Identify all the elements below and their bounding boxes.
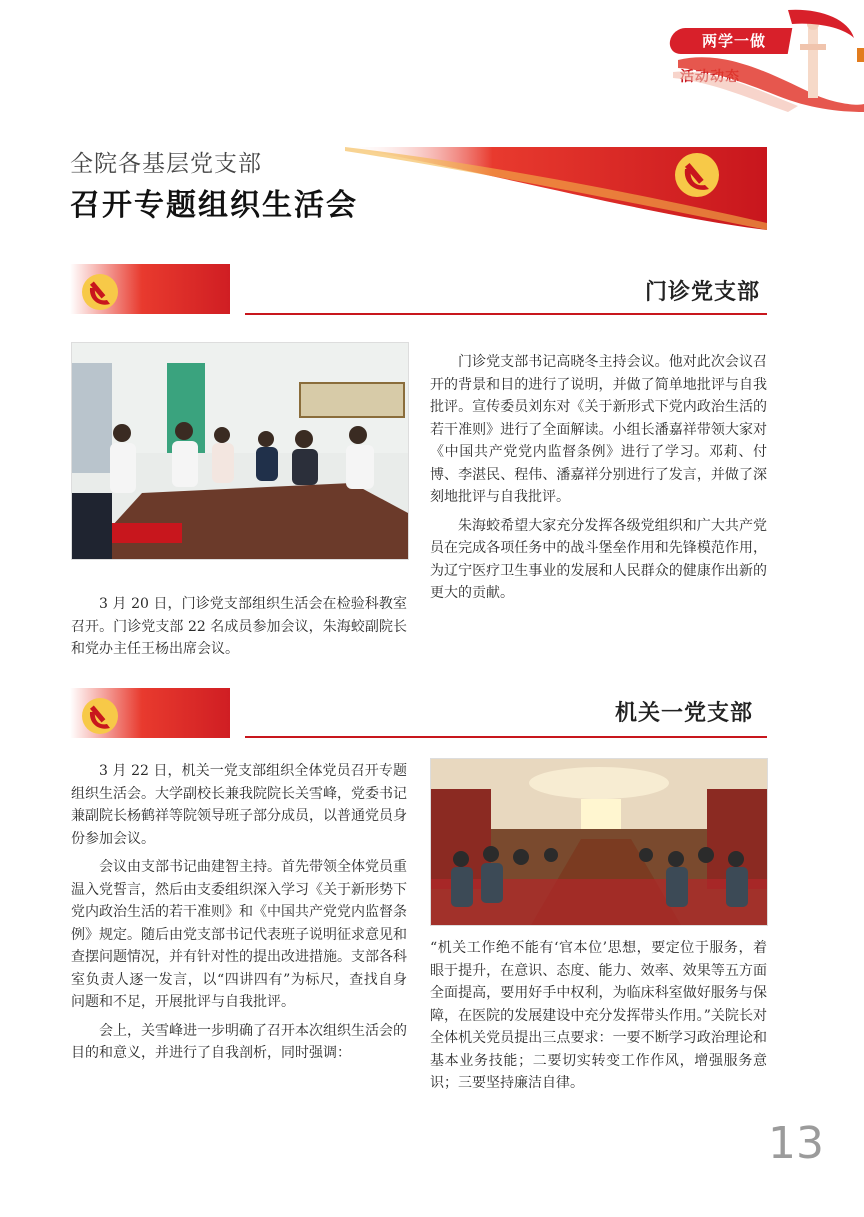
section1-flag <box>70 264 230 314</box>
section2-flag <box>70 688 230 738</box>
section1-divider <box>245 313 767 315</box>
section2-title: 机关一党支部 <box>615 700 754 726</box>
section1-right-paragraph: 门诊党支部书记高晓冬主持会议。他对此次会议召开的背景和目的进行了说明，并做了简单地批评与自我批评。宣传委员刘东对《关于新形式下党内政治生活的若干准则》进行了全面解读。小组长潘嘉祥带领大家对《中国共产党党内监督条例》进行了学习。邓莉、付博、李湛民、程伟、潘嘉祥分别进行了发言，并做了深刻地批评与自我批评。 <box>430 354 767 505</box>
section2-left-paragraph: 会上，关雪峰进一步明确了召开本次组织生活会的目的和意义，并进行了自我剖析，同时强调： <box>71 1022 407 1061</box>
header-red-ribbon <box>345 145 767 230</box>
section2-left-text <box>71 760 407 1071</box>
section1-right-text <box>430 351 767 611</box>
huabiao-column-icon <box>800 18 826 98</box>
section1-left-text <box>71 593 407 667</box>
section1-left-paragraph: 3 月 20 日，门诊党支部组织生活会在检验科教室召开。门诊党支部 22 名成员参加会议，朱海蛟副院长和党办主任王杨出席会议。 <box>71 596 407 657</box>
party-emblem-icon <box>82 274 118 310</box>
section2-right-text <box>430 937 767 1101</box>
section2-left-paragraph: 会议由支部书记曲建智主持。首先带领全体党员重温入党誓言，然后由支委组织深入学习《关于新形势下党内政治生活的若干准则》和《中国共产党党内监督条例》规定。随后由党支部书记代表班子说明征求意见和查摆问题情况，并有针对性的提出改进措施。支部各科室负责人逐一发言，以“四讲四有”为标尺，查找自身问题和不足，开展批评与自我批评。 <box>71 859 407 1010</box>
section2-left-paragraph: 3 月 22 日，机关一党支部组织全体党员召开专题组织生活会。大学副校长兼我院院长关雪峰，党委书记兼副院长杨鹤祥等院领导班子部分成员，以普通党员身份参加会议。 <box>71 763 407 847</box>
party-emblem-icon <box>675 153 719 197</box>
party-emblem-icon <box>82 698 118 734</box>
section2-divider <box>245 736 767 738</box>
section1-meeting-photo <box>71 342 409 560</box>
corner-orange-tab <box>857 48 864 62</box>
section1-title: 门诊党支部 <box>645 279 761 305</box>
section2-meeting-photo <box>430 758 768 926</box>
corner-ribbon-graphic <box>668 8 864 112</box>
page-number: 13 <box>768 1118 824 1169</box>
header-title: 召开专题组织生活会 <box>70 188 358 223</box>
section1-right-paragraph: 朱海蛟希望大家充分发挥各级党组织和广大共产党员在完成各项任务中的战斗堡垒作用和先锋模范作用，为辽宁医疗卫生事业的发展和人民群众的健康作出新的更大的贡献。 <box>430 517 767 601</box>
corner-title: 两学一做 <box>702 32 767 50</box>
section2-right-paragraph: “机关工作绝不能有‘官本位’思想，要定位于服务，着眼于提升，在意识、态度、能力、效率、效果等五方面全面提高，要用好手中权利，为临床科室做好服务与保障，在医院的发展建设中充分发挥带头作用。”关院长对全体机关党员提出三点要求：一要不断学习政治理论和基本业务技能；二要切实转变工作作风，增强服务意识；三要坚持廉洁自律。 <box>430 940 767 1091</box>
header-subtitle: 全院各基层党支部 <box>70 151 262 177</box>
